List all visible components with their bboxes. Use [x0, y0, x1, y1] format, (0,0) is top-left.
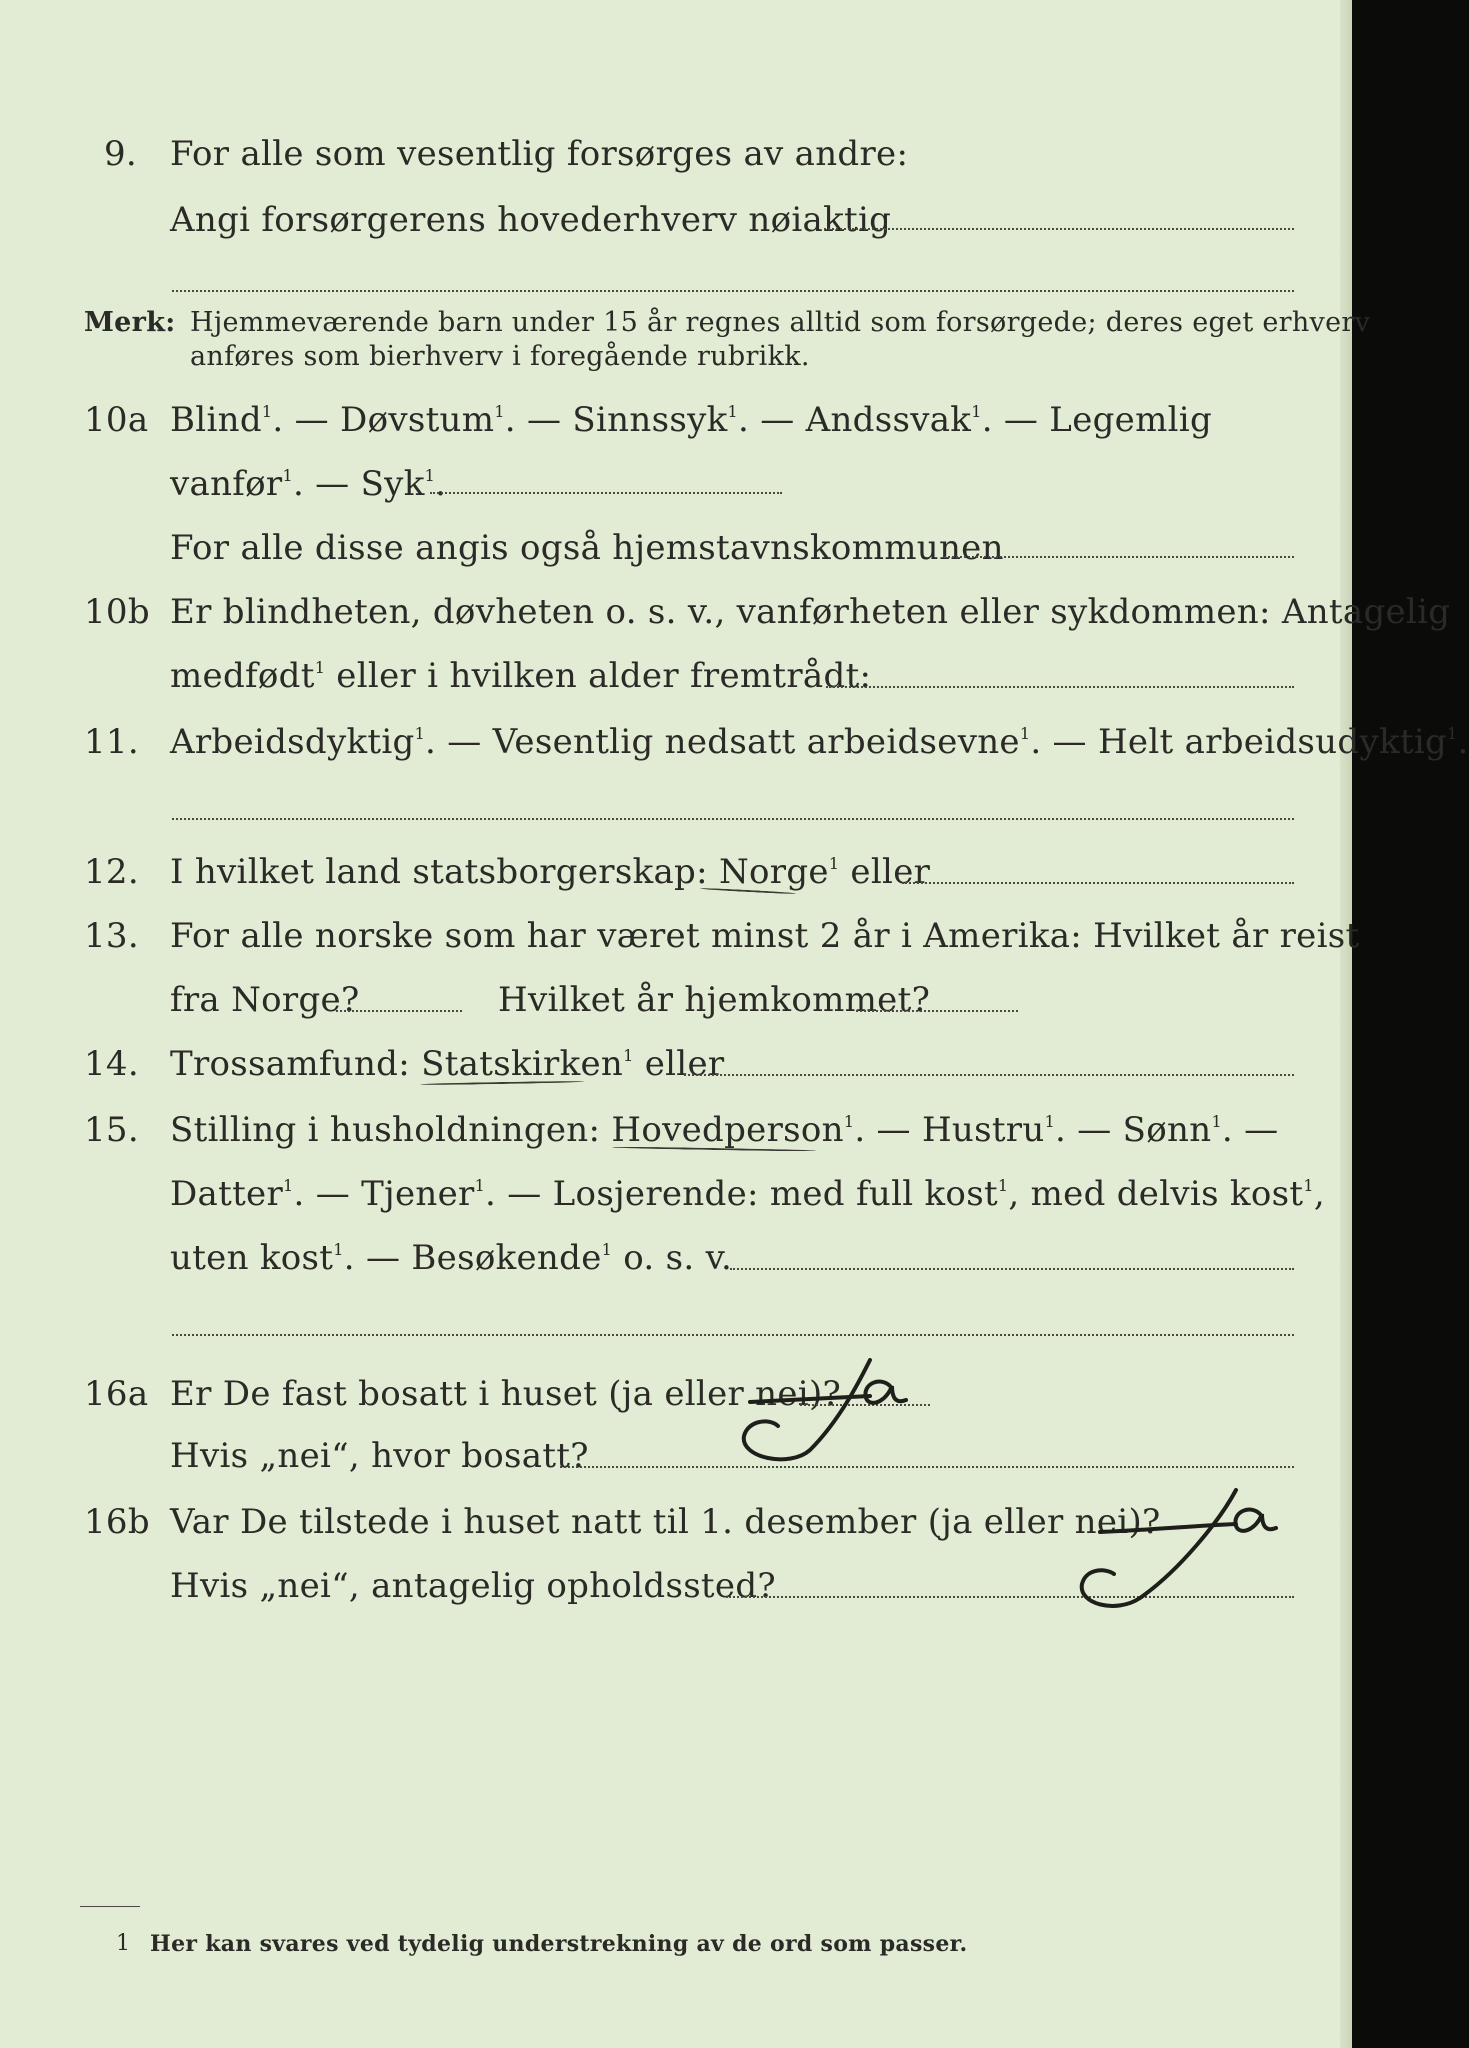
q10b-line2 — [170, 656, 871, 696]
footnote-mark: 1 — [1211, 1112, 1222, 1131]
q14-question: Trossamfund: — [170, 1044, 422, 1084]
footnote-mark: 1 — [843, 1112, 855, 1131]
q12-country-field[interactable] — [902, 882, 1294, 884]
unable-to-work-option[interactable]: . — Helt arbeidsudyktig — [1030, 722, 1448, 762]
q10a-line3: For alle disse angis også hjemstavnskommunen — [170, 528, 1004, 568]
q15-other-field-2[interactable] — [172, 1334, 1294, 1336]
sick-option[interactable]: . — Syk — [292, 464, 425, 504]
q13-return-year-field[interactable] — [856, 1010, 1018, 1012]
q16a-line2: Hvis „nei“, hvor bosatt? — [170, 1436, 589, 1476]
q13-departure-year-field[interactable] — [336, 1010, 462, 1012]
lodger-full-board-option[interactable]: . — Losjerende: med full kost — [485, 1174, 998, 1214]
footnote-mark: 1 — [314, 658, 326, 677]
q10a-sick-field[interactable] — [430, 492, 782, 494]
q15-line2 — [170, 1174, 1325, 1214]
q10a-line2-end: . — [435, 464, 447, 504]
q9-line2: Angi forsørgerens hovederhverv nøiaktig — [170, 200, 892, 240]
q16a-line1: Er De fast bosatt i huset (ja eller nei)? — [170, 1374, 842, 1414]
handwritten-ja-16a-icon — [720, 1340, 940, 1470]
merk-line2: anføres som bierhverv i foregående rubrikk. — [190, 341, 810, 372]
insane-option[interactable]: . — Sinnssyk — [504, 400, 728, 440]
lodger-no-board-option[interactable]: uten kost — [170, 1238, 334, 1278]
q10b-number: 10b — [84, 592, 150, 632]
q15-other-field[interactable] — [730, 1268, 1294, 1270]
head-of-household-option[interactable]: Hovedperson — [611, 1110, 844, 1150]
q15-line1-end: . — — [1221, 1110, 1279, 1150]
q11-line — [170, 722, 1469, 762]
lodger-partial-board-option[interactable]: , med delvis kost — [1008, 1174, 1304, 1214]
footnote-mark: 1 — [1044, 1112, 1056, 1131]
footnote-mark: 1 — [261, 402, 273, 421]
q15-question: Stilling i husholdningen: — [170, 1110, 612, 1150]
mentally-deficient-option[interactable]: . — Andssvak — [737, 400, 972, 440]
norway-option[interactable]: Norge — [718, 852, 829, 892]
q16b-line1: Var De tilstede i huset natt til 1. desember (ja eller nei)? — [170, 1502, 1161, 1542]
q15-etc: o. s. v. — [612, 1238, 733, 1278]
q12-number: 12. — [84, 852, 139, 892]
son-option[interactable]: . — Sønn — [1055, 1110, 1212, 1150]
footnote-mark: 1 — [1019, 724, 1031, 743]
footnote-mark: 1 — [997, 1176, 1009, 1195]
q9-answer-field[interactable] — [824, 228, 1294, 230]
q15-line1 — [170, 1110, 1278, 1150]
footnote-rule — [80, 1906, 140, 1907]
handwritten-ja-16b-icon — [1060, 1480, 1290, 1620]
deaf-mute-option[interactable]: . — Døvstum — [272, 400, 495, 440]
q13-number: 13. — [84, 916, 139, 956]
state-church-option[interactable]: Statskirken — [421, 1044, 624, 1084]
physically-option[interactable]: . — Legemlig — [981, 400, 1213, 440]
q14-line — [170, 1044, 724, 1084]
reduced-capacity-option[interactable]: . — Vesentlig nedsatt arbeidsevne — [425, 722, 1020, 762]
footnote-mark: 1 — [424, 466, 436, 485]
servant-option[interactable]: . — Tjener — [293, 1174, 475, 1214]
q12-line — [170, 852, 930, 892]
footnote-mark: 1 — [623, 1046, 634, 1065]
q13-line1: For alle norske som har været minst 2 år i Amerika: Hvilket år reist — [170, 916, 1360, 956]
q16b-number: 16b — [84, 1502, 150, 1542]
q9-line1: For alle som vesentlig forsørges av andre: — [170, 134, 909, 174]
q10a-line1 — [170, 400, 1295, 440]
q10a-home-municipality-field[interactable] — [944, 556, 1294, 558]
footnote-mark: 1 — [282, 466, 293, 485]
footnote-mark: 1 — [494, 402, 505, 421]
q10b-line1: Er blindheten, døvheten o. s. v., vanførheten eller sykdommen: Antagelig — [170, 592, 1451, 632]
q16b-line2: Hvis „nei“, antagelig opholdssted? — [170, 1566, 776, 1606]
footnote-mark: 1 — [1303, 1176, 1314, 1195]
q10b-age-label: eller i hvilken alder fremtrådt: — [325, 656, 872, 696]
footnote-mark: 1 — [474, 1176, 486, 1195]
disabled-option[interactable]: vanfør — [170, 464, 283, 504]
footnote-mark: 1 — [601, 1240, 613, 1259]
q16a-number: 16a — [84, 1374, 149, 1414]
q15-number: 15. — [84, 1110, 139, 1150]
q15-line2-end: , — [1313, 1174, 1325, 1214]
q11-number: 11. — [84, 722, 139, 762]
q9-answer-field-2[interactable] — [172, 290, 1294, 292]
q10a-number: 10a — [84, 400, 149, 440]
q11-end: . — [1457, 722, 1469, 762]
daughter-option[interactable]: Datter — [170, 1174, 284, 1214]
footnote-mark: 1 — [971, 402, 982, 421]
q15-line3 — [170, 1238, 732, 1278]
q11-answer-field[interactable] — [172, 818, 1294, 820]
q12-question: I hvilket land statsborgerskap: — [170, 852, 719, 892]
merk-line1: Hjemmeværende barn under 15 år regnes alltid som forsørgede; deres eget erhverv — [190, 307, 1371, 338]
q13-line2a: fra Norge? — [170, 980, 360, 1020]
q10b-age-field[interactable] — [826, 686, 1294, 688]
q14-number: 14. — [84, 1044, 139, 1084]
q14-or: eller — [633, 1044, 725, 1084]
footnote-mark: 1 — [283, 1176, 294, 1195]
footnote-mark-label: 1 — [116, 1931, 131, 1956]
wife-option[interactable]: . — Hustru — [854, 1110, 1045, 1150]
footnote-mark: 1 — [727, 402, 738, 421]
able-to-work-option[interactable]: Arbeidsdyktig — [170, 722, 415, 762]
footnote-text: Her kan svares ved tydelig understrekning av de ord som passer. — [150, 1931, 968, 1957]
footnote-mark: 1 — [333, 1240, 344, 1259]
q10a-line2 — [170, 464, 446, 504]
congenital-option[interactable]: medfødt — [170, 656, 315, 696]
footnote-mark: 1 — [414, 724, 426, 743]
visitor-option[interactable]: . — Besøkende — [343, 1238, 602, 1278]
q13-line2b: Hvilket år hjemkommet? — [498, 980, 931, 1020]
merk-label: Merk: — [84, 307, 176, 338]
q14-religion-field[interactable] — [684, 1074, 1294, 1076]
q9-number: 9. — [104, 134, 138, 174]
footnote-mark: 1 — [828, 854, 840, 873]
footnote-mark: 1 — [1447, 724, 1458, 743]
blind-option[interactable]: Blind — [170, 400, 262, 440]
q12-or: eller — [839, 852, 931, 892]
